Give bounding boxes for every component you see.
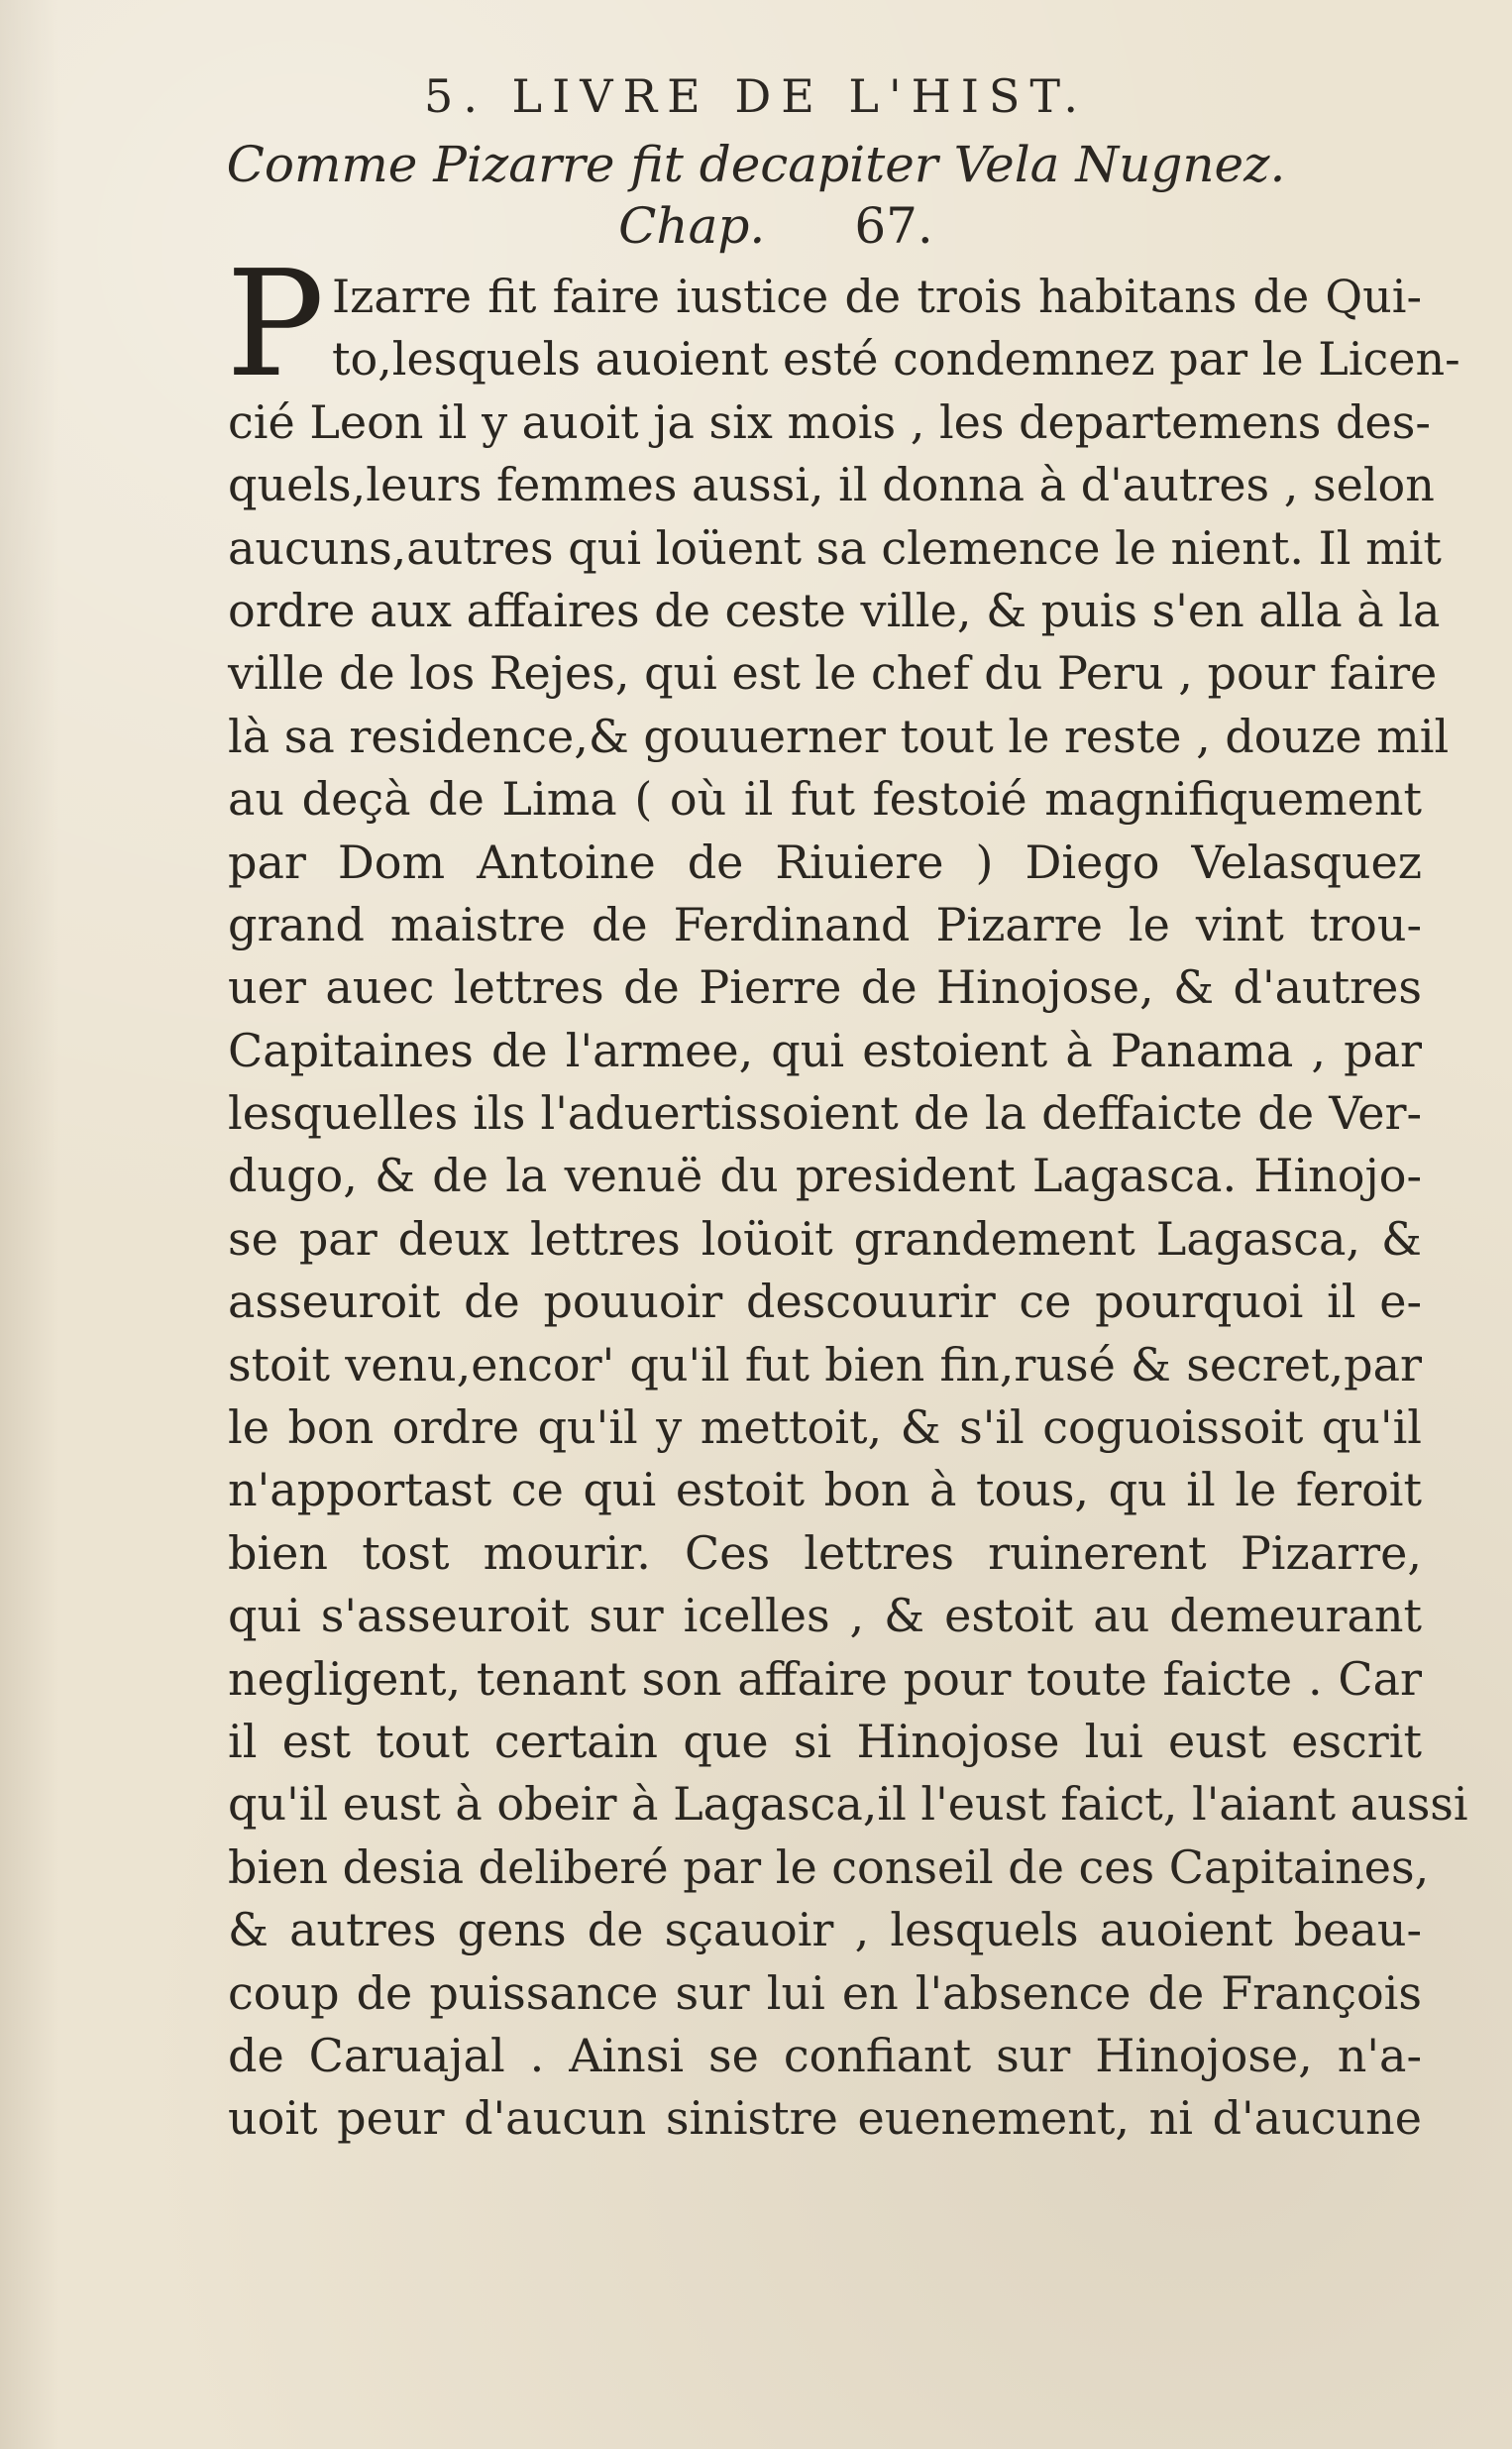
text-line: Capitaines de l'armee, qui estoient à Panama , par <box>228 1023 1422 1077</box>
text-line: par Dom Antoine de Riuiere ) Diego Velasquez <box>228 835 1422 889</box>
chapter-label: Chap. <box>618 197 766 255</box>
text-line: ville de los Rejes, qui est le chef du Peru , pour faire <box>228 646 1438 701</box>
running-head: 5. LIVRE DE L'HIST. <box>424 69 1088 123</box>
text-line: il est tout certain que si Hinojose lui eust escrit <box>228 1714 1422 1768</box>
chapter-number: 67. <box>854 197 933 255</box>
text-line: cié Leon il y auoit ja six mois , les departemens des- <box>228 394 1431 449</box>
text-line: bien desia deliberé par le conseil de ces Capitaines, <box>228 1839 1430 1894</box>
text-line: asseuroit de pouuoir descouurir ce pourquoi il e- <box>228 1275 1422 1329</box>
body-text <box>228 266 1468 2151</box>
text-line: stoit venu,encor' qu'il fut bien fin,rusé & secret,par <box>228 1337 1422 1391</box>
text-line: & autres gens de sçauoir , lesquels auoient beau- <box>228 1903 1422 1957</box>
chapter-title-text: Comme Pizarre fit decapiter Vela Nugnez. <box>226 136 1286 193</box>
text-line: coup de puissance sur lui en l'absence de François <box>228 1965 1422 2020</box>
text-line: là sa residence,& gouuerner tout le reste , douze mil <box>228 709 1450 763</box>
text-line: aucuns,autres qui loüent sa clemence le nient. Il mit <box>228 520 1442 575</box>
text-line: grand maistre de Ferdinand Pizarre le vint trou- <box>228 897 1422 951</box>
text-line: uoit peur d'aucun sinistre euenement, ni d'aucune <box>228 2091 1422 2146</box>
text-line: au deçà de Lima ( où il fut festoié magnifiquement <box>228 772 1422 827</box>
text-line: le bon ordre qu'il y mettoit, & s'il coguoissoit qu'il <box>228 1400 1422 1455</box>
text-line: to,lesquels auoient esté condemnez par le Licen- <box>332 332 1460 387</box>
text-line: quels,leurs femmes aussi, il donna à d'autres , selon <box>228 458 1435 512</box>
text-line: se par deux lettres loüoit grandement Lagasca, & <box>228 1211 1422 1266</box>
text-line: bien tost mourir. Ces lettres ruinerent Pizarre, <box>228 1525 1422 1580</box>
text-line: qui s'asseuroit sur icelles , & estoit au demeurant <box>228 1589 1422 1643</box>
text-line: lesquelles ils l'aduertissoient de la deffaicte de Ver- <box>228 1086 1422 1141</box>
drop-cap: P <box>226 239 325 409</box>
text-line: n'apportast ce qui estoit bon à tous, qu il le feroit <box>228 1463 1422 1517</box>
text-line: uer auec lettres de Pierre de Hinojose, & d'autres <box>228 960 1422 1015</box>
text-line: de Caruajal . Ainsi se confiant sur Hinojose, n'a- <box>228 2028 1422 2082</box>
text-line: negligent, tenant son affaire pour toute faicte . Car <box>228 1651 1422 1706</box>
text-line: ordre aux affaires de ceste ville, & puis s'en alla à la <box>228 583 1441 637</box>
text-line: qu'il eust à obeir à Lagasca,il l'eust faict, l'aiant aussi <box>228 1777 1468 1832</box>
text-line: Izarre fit faire iustice de trois habitans de Qui- <box>332 270 1422 323</box>
text-line: dugo, & de la venuë du president Lagasca. Hinojo- <box>228 1149 1422 1203</box>
